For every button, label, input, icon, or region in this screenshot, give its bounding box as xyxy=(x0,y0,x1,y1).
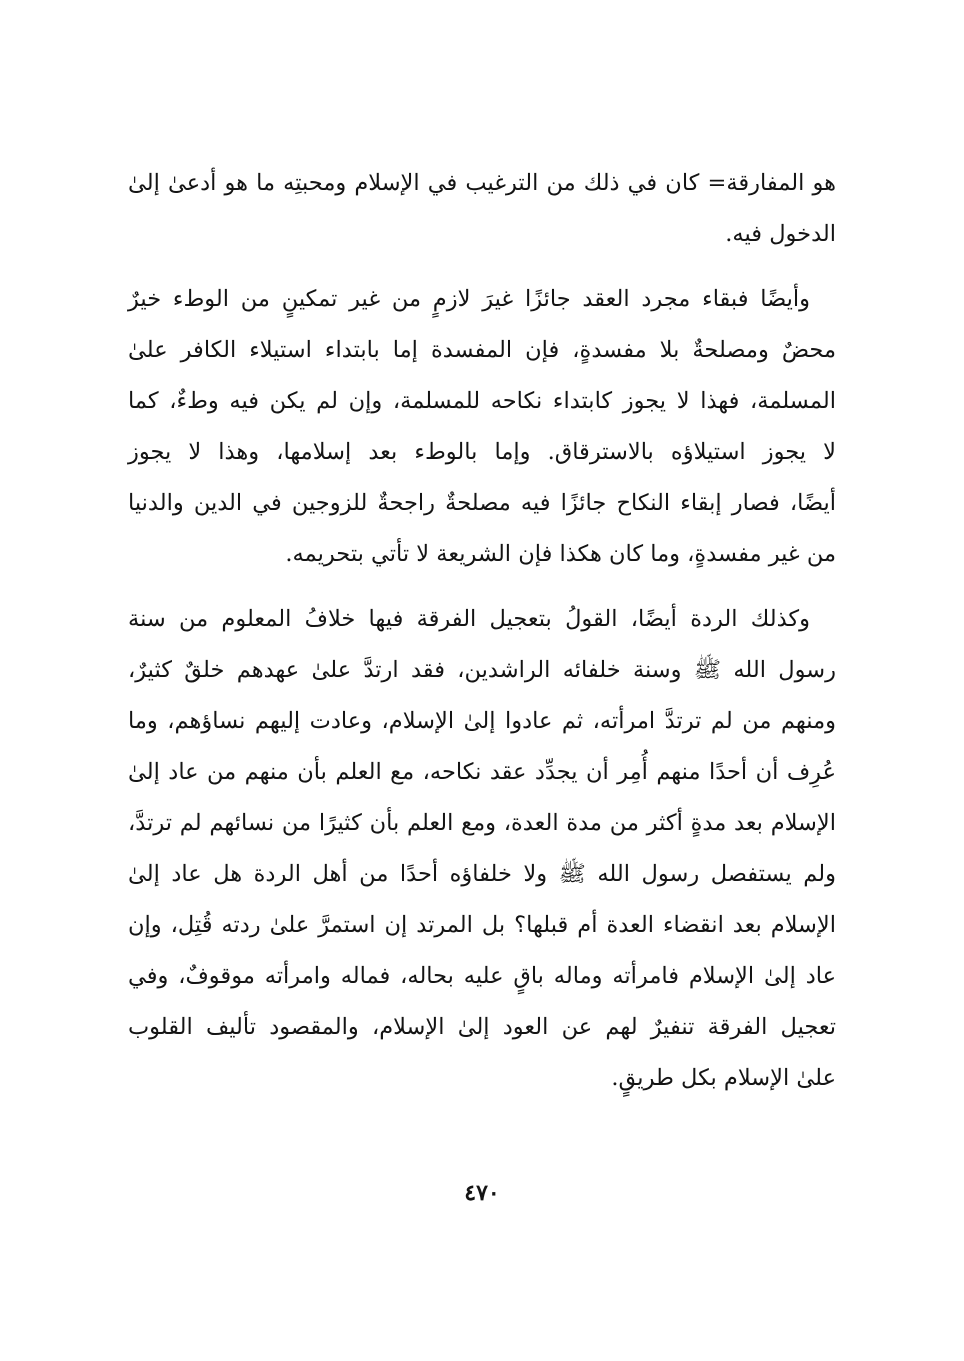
paragraph-gap xyxy=(128,260,836,274)
paragraph-1 xyxy=(128,158,836,260)
text-line: علىٰ الإسلام بكل طريقٍ. xyxy=(611,1065,836,1091)
paragraph-3 xyxy=(128,594,836,1104)
text-line: تعجيل الفرقة تنفيرٌ لهم عن العود إلىٰ الإسلام، والمقصود تأليف القلوب xyxy=(128,1014,836,1040)
text-line: رسول الله ﷺ وسنة خلفائه الراشدين، فقد ارتدَّ علىٰ عهدهم خلقٌ كثيرٌ، xyxy=(128,657,836,683)
paragraph-2 xyxy=(128,274,836,580)
text-line: الإسلام بعد مدةٍ أكثر من مدة العدة، ومع العلم بأن كثيرًا من نسائهم لم ترتدَّ، xyxy=(128,810,836,836)
text-line: من غير مفسدةٍ، وما كان هكذا فإن الشريعة لا تأتي بتحريمه. xyxy=(285,541,836,567)
body-text xyxy=(128,158,836,1104)
text-line: الإسلام بعد انقضاء العدة أم قبلها؟ بل المرتد إن استمرَّ علىٰ ردته قُتِل، وإن xyxy=(128,912,836,938)
paragraph-gap xyxy=(128,580,836,594)
text-line: ولم يستفصل رسول الله ﷺ ولا خلفاؤه أحدًا من أهل الردة هل عاد إلىٰ xyxy=(128,861,836,887)
text-line: لا يجوز استيلاؤه بالاسترقاق. وإما بالوطء بعد إسلامها، وهذا لا يجوز xyxy=(128,439,836,465)
text-line: وكذلك الردة أيضًا، القولُ بتعجيل الفرقة فيها خلافُ المعلوم من سنة xyxy=(128,606,810,632)
text-line: هو المفارقة= كان في ذلك من الترغيب في الإسلام ومحبتِه ما هو أدعىٰ إلىٰ xyxy=(128,170,836,196)
page-number: ٤٧٠ xyxy=(464,1180,500,1206)
text-line: وأيضًا فبقاء مجرد العقد جائزًا غيرَ لازمٍ من غير تمكينٍ من الوطء خيرٌ xyxy=(128,286,810,312)
text-line: عاد إلىٰ الإسلام فامرأته وماله باقٍ عليه بحاله، فماله وامرأته موقوفٌ، وفي xyxy=(128,963,836,989)
text-line: الدخول فيه. xyxy=(725,221,836,247)
text-line: عُرِف أن أحدًا منهم أُمِر أن يجدِّد عقد نكاحه، مع العلم بأن منهم من عاد إلىٰ xyxy=(128,759,836,785)
text-line: محضٌ ومصلحةٌ بلا مفسدةٍ، فإن المفسدة إما بابتداء استيلاء الكافر علىٰ xyxy=(128,337,836,363)
text-line: ومنهم من لم ترتدَّ امرأته، ثم عادوا إلىٰ الإسلام، وعادت إليهم نساؤهم، وما xyxy=(128,708,836,734)
text-line: المسلمة، فهذا لا يجوز كابتداء نكاحه للمسلمة، وإن لم يكن فيه وطءٌ، كما xyxy=(128,388,836,414)
text-line: أيضًا، فصار إبقاء النكاح جائزًا فيه مصلحةٌ راجحةٌ للزوجين في الدين والدنيا xyxy=(128,490,836,516)
